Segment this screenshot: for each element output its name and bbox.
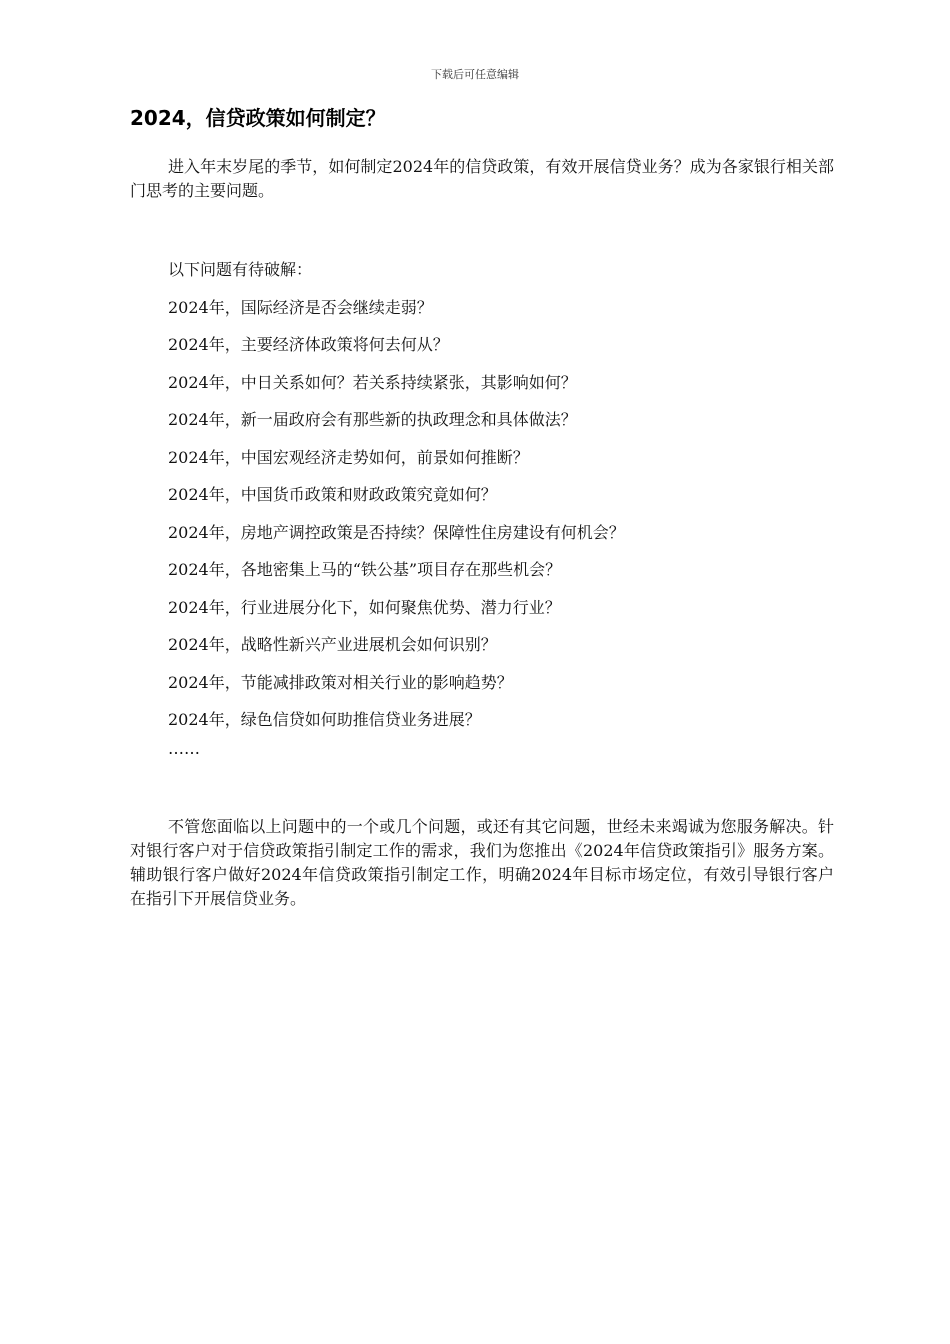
intro-paragraph: 进入年末岁尾的季节，如何制定2024年的信贷政策，有效开展信贷业务？成为各家银行相关部门思考的主要问题。 [130,157,834,200]
question-item: 2024年，新一届政府会有那些新的执政理念和具体做法？ [168,410,577,429]
ellipsis: …… [168,739,200,758]
header-note: 下载后可任意编辑 [431,68,519,81]
question-item: 2024年，各地密集上马的“铁公基”项目存在那些机会？ [168,560,562,579]
questions-heading: 以下问题有待破解： [168,260,313,279]
question-item: 2024年，主要经济体政策将何去何从？ [168,335,449,354]
questions-list [168,258,828,746]
question-item: 2024年，节能减排政策对相关行业的影响趋势？ [168,672,513,692]
question-item: 2024年，绿色信贷如何助推信贷业务进展？ [168,710,481,729]
question-item: 2024年，中日关系如何？若关系持续紧张，其影响如何？ [168,372,577,392]
question-item: 2024年，行业进展分化下，如何聚焦优势、潜力行业？ [168,597,561,617]
question-item: 2024年，房地产调控政策是否持续？保障性住房建设有何机会？ [168,522,625,542]
question-item: 2024年，战略性新兴产业进展机会如何识别？ [168,635,497,654]
closing-paragraph: 不管您面临以上问题中的一个或几个问题，或还有其它问题，世经未来竭诚为您服务解决。针对银行客户对于信贷政策指引制定工作的需求，我们为您推出《2024年信贷政策指引》服务方案。辅助银行客户做好2024年信贷政策指引制定工作，明确2024年目标市场定位，有效引导银行客户在指引下开展信贷业务。 [130,817,834,908]
page-title: 2024，信贷政策如何制定？ [130,106,386,130]
question-item: 2024年，中国货币政策和财政政策究竟如何？ [168,485,497,504]
question-item: 2024年，中国宏观经济走势如何，前景如何推断？ [168,447,529,467]
question-item: 2024年，国际经济是否会继续走弱？ [168,297,433,317]
